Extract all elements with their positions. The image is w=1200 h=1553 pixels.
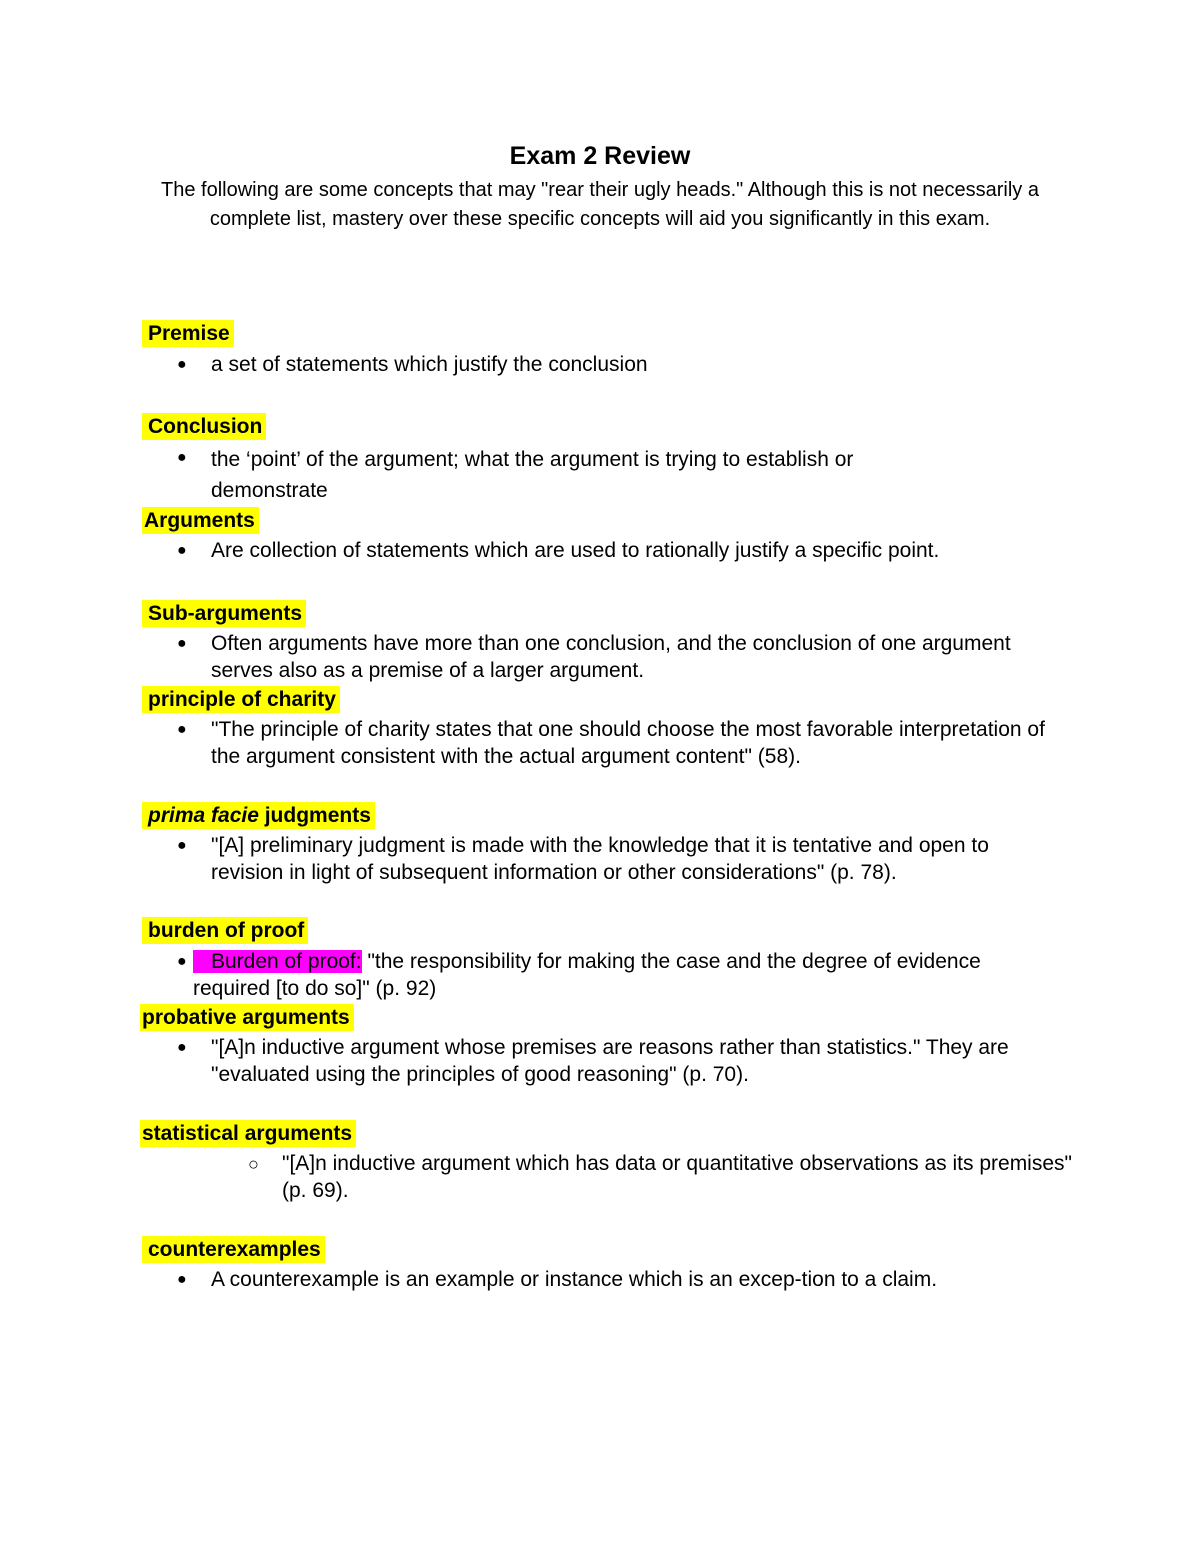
- definition-conclusion: the ‘point’ of the argument; what the argument is trying to establish or demonstrate: [211, 448, 854, 502]
- definition-burden-of-proof-text: "the responsibility for making the case and the degree of evidence required [to do so]" (p. 92): [193, 950, 981, 1000]
- definition-statistical-arguments: "[A]n inductive argument which has data or quantitative observations as its premises" (p. 69).: [282, 1152, 1072, 1202]
- definition-prima-facie-judgments: "[A] preliminary judgment is made with the knowledge that it is tentative and open to revision in light of subsequent information or other considerations" (p. 78).: [211, 834, 989, 884]
- bullet-icon: ●: [177, 542, 187, 559]
- page-title: Exam 2 Review: [509, 142, 691, 170]
- term-premise: Premise: [142, 320, 234, 347]
- definition-arguments: Are collection of statements which are used to rationally justify a specific point.: [211, 539, 940, 562]
- definition-principle-of-charity: "The principle of charity states that one should choose the most favorable interpretation of the argument consistent with the actual argument content" (58).: [211, 718, 1045, 768]
- bullet-icon: ●: [177, 635, 187, 652]
- bullet-icon: ●: [177, 1039, 187, 1056]
- term-conclusion: Conclusion: [142, 413, 266, 440]
- intro-paragraph: The following are some concepts that may "rear their ugly heads." Although this is not necessarily a complete list, mastery over these specific concepts will aid you significantly in this exam.: [161, 179, 1039, 230]
- term-counterexamples: counterexamples: [142, 1236, 325, 1263]
- term-statistical-arguments: statistical arguments: [140, 1120, 356, 1147]
- highlighted-phrase: Burden of proof:: [193, 950, 362, 973]
- definition-probative-arguments: "[A]n inductive argument whose premises are reasons rather than statistics." They are "evaluated using the principles of good reasoning" (p. 70).: [211, 1036, 1009, 1086]
- bullet-icon: ●: [177, 1271, 187, 1288]
- term-principle-of-charity: principle of charity: [142, 686, 340, 713]
- bullet-icon: ●: [177, 837, 187, 854]
- bullet-icon: ●: [177, 449, 187, 466]
- hollow-bullet-icon: ○: [248, 1154, 259, 1174]
- bullet-icon: ●: [177, 721, 187, 738]
- bullet-icon: ●: [177, 356, 187, 373]
- definition-burden-of-proof: [193, 948, 993, 1002]
- definition-counterexamples: A counterexample is an example or instance which is an excep-tion to a claim.: [211, 1268, 938, 1291]
- term-arguments: Arguments: [142, 507, 259, 534]
- term-prima-facie-judgments: [142, 802, 375, 829]
- term-sub-arguments: Sub-arguments: [142, 600, 306, 627]
- term-prima-facie-italic: prima facie: [148, 804, 259, 827]
- term-probative-arguments: probative arguments: [140, 1004, 354, 1031]
- bullet-icon: ●: [177, 953, 187, 970]
- term-prima-facie-rest: judgments: [258, 804, 371, 827]
- definition-sub-arguments: Often arguments have more than one conclusion, and the conclusion of one argument serves also as a premise of a larger argument.: [211, 632, 1011, 682]
- definition-premise: a set of statements which justify the conclusion: [211, 353, 648, 376]
- term-burden-of-proof: burden of proof: [142, 917, 308, 944]
